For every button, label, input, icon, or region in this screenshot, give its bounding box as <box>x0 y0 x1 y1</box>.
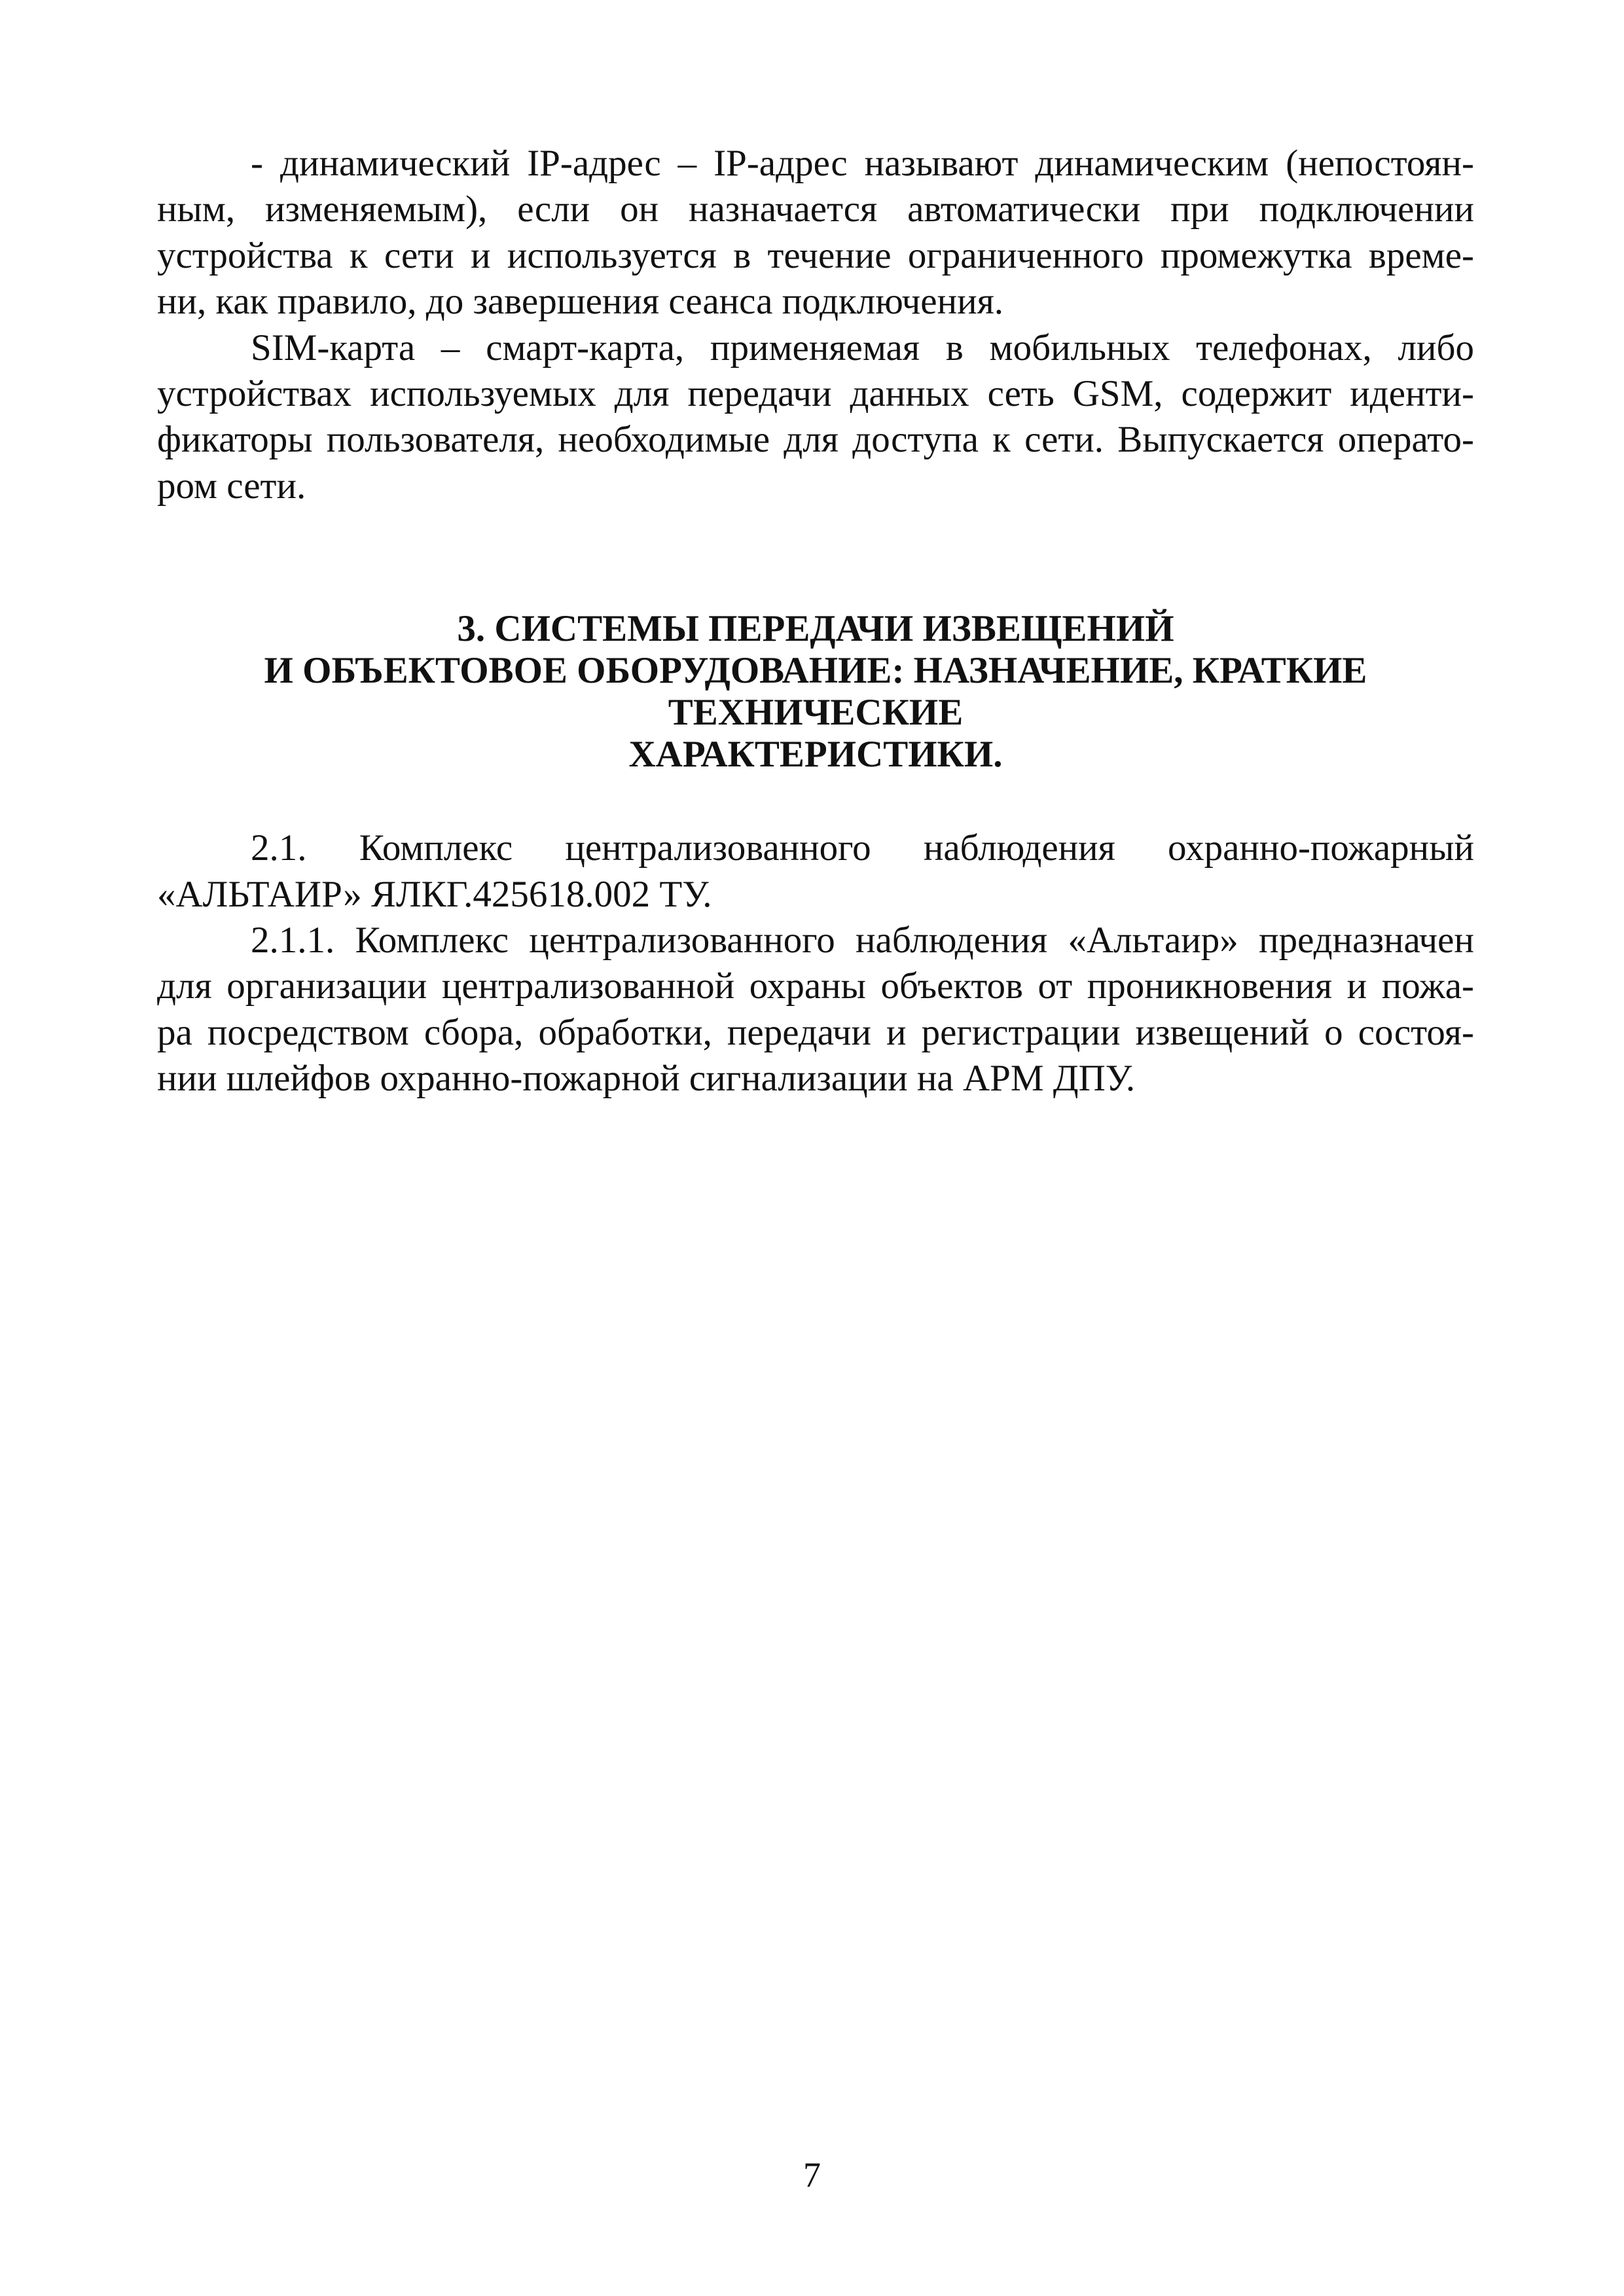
text-line: «АЛЬТАИР» ЯЛКГ.425618.002 ТУ. <box>157 873 712 915</box>
heading-line: ХАРАКТЕРИСТИКИ. <box>628 734 1003 776</box>
subsection-2-1-title <box>157 825 1474 918</box>
text-line: 2.1. Комплекс централизованного наблюдения охранно-пожарный <box>251 827 1474 869</box>
page-content <box>157 141 1474 1102</box>
text-line: ра посредством сбора, обработки, передачи и регистрации извещений о состоя- <box>157 1011 1474 1053</box>
text-line: устройствах используемых для передачи данных сеть GSM, содержит иденти- <box>157 373 1474 415</box>
text-line: SIM-карта – смарт-карта, применяемая в мобильных телефонах, либо <box>251 327 1474 368</box>
subsection-2-1-1-text <box>157 918 1474 1102</box>
dynamic-ip-definition <box>157 141 1474 325</box>
heading-line: ТЕХНИЧЕСКИЕ <box>668 692 964 734</box>
heading-line: И ОБЪЕКТОВОЕ ОБОРУДОВАНИЕ: НАЗНАЧЕНИЕ, КРАТКИЕ <box>264 650 1367 692</box>
text-line: для организации централизованной охраны объектов от проникновения и пожа- <box>157 965 1474 1007</box>
text-line: фикаторы пользователя, необходимые для доступа к сети. Выпускается операто- <box>157 419 1474 461</box>
text-line: ром сети. <box>157 465 306 507</box>
text-line: ни, как правило, до завершения сеанса подключения. <box>157 281 1004 323</box>
text-line: - динамический IP-адрес – IP-адрес называют динамическим (непостоян- <box>251 143 1474 184</box>
text-line: нии шлейфов охранно-пожарной сигнализации на АРМ ДПУ. <box>157 1058 1136 1100</box>
text-line: 2.1.1. Комплекс централизованного наблюдения «Альтаир» предназначен <box>251 920 1474 961</box>
page-number: 7 <box>803 2155 821 2195</box>
heading-line: 3. СИСТЕМЫ ПЕРЕДАЧИ ИЗВЕЩЕНИЙ <box>457 608 1174 650</box>
text-line: ным, изменяемым), если он назначается автоматически при подключении <box>157 188 1474 230</box>
section-heading <box>157 608 1474 776</box>
sim-card-definition <box>157 325 1474 510</box>
text-line: устройства к сети и используется в течение ограниченного промежутка време- <box>157 234 1474 276</box>
